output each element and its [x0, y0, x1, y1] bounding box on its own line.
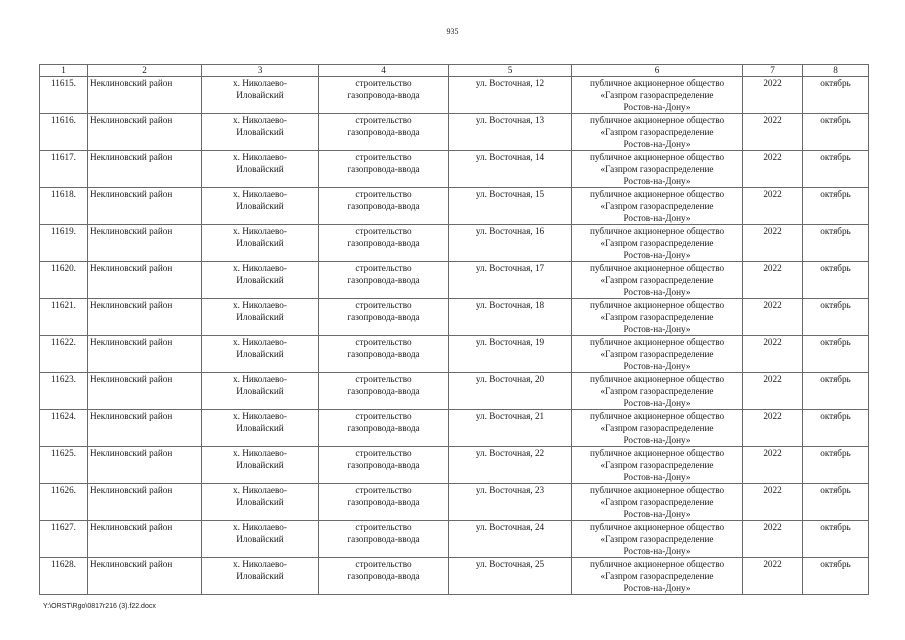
month-cell: октябрь [803, 225, 869, 262]
row-number-cell: 11615. [40, 77, 88, 114]
district-cell: Неклиновский район [88, 447, 202, 484]
month-cell: октябрь [803, 373, 869, 410]
table-row [40, 151, 869, 188]
settlement-cell: х. Николаево- Иловайский [202, 484, 319, 521]
organization-cell: публичное акционерное общество «Газпром газораспределение Ростов-на-Дону» [572, 447, 743, 484]
row-number-cell: 11626. [40, 484, 88, 521]
district-cell: Неклиновский район [88, 225, 202, 262]
settlement-cell: х. Николаево- Иловайский [202, 558, 319, 595]
district-cell: Неклиновский район [88, 299, 202, 336]
settlement-cell: х. Николаево- Иловайский [202, 299, 319, 336]
organization-cell: публичное акционерное общество «Газпром газораспределение Ростов-на-Дону» [572, 521, 743, 558]
district-cell: Неклиновский район [88, 188, 202, 225]
organization-cell: публичное акционерное общество «Газпром газораспределение Ростов-на-Дону» [572, 188, 743, 225]
work-type-cell: строительство газопровода-ввода [319, 225, 449, 262]
settlement-cell: х. Николаево- Иловайский [202, 188, 319, 225]
table-row [40, 447, 869, 484]
address-cell: ул. Восточная, 18 [449, 299, 572, 336]
work-type-cell: строительство газопровода-ввода [319, 77, 449, 114]
address-cell: ул. Восточная, 17 [449, 262, 572, 299]
address-cell: ул. Восточная, 19 [449, 336, 572, 373]
year-cell: 2022 [743, 262, 803, 299]
column-header: 5 [449, 65, 572, 77]
organization-cell: публичное акционерное общество «Газпром газораспределение Ростов-на-Дону» [572, 114, 743, 151]
month-cell: октябрь [803, 484, 869, 521]
year-cell: 2022 [743, 484, 803, 521]
month-cell: октябрь [803, 410, 869, 447]
month-cell: октябрь [803, 558, 869, 595]
work-type-cell: строительство газопровода-ввода [319, 484, 449, 521]
organization-cell: публичное акционерное общество «Газпром газораспределение Ростов-на-Дону» [572, 225, 743, 262]
table-row [40, 188, 869, 225]
header-row [40, 65, 869, 77]
work-type-cell: строительство газопровода-ввода [319, 373, 449, 410]
work-type-cell: строительство газопровода-ввода [319, 262, 449, 299]
column-header: 6 [572, 65, 743, 77]
row-number-cell: 11625. [40, 447, 88, 484]
year-cell: 2022 [743, 114, 803, 151]
address-cell: ул. Восточная, 14 [449, 151, 572, 188]
settlement-cell: х. Николаево- Иловайский [202, 225, 319, 262]
work-type-cell: строительство газопровода-ввода [319, 447, 449, 484]
column-header: 8 [803, 65, 869, 77]
address-cell: ул. Восточная, 20 [449, 373, 572, 410]
organization-cell: публичное акционерное общество «Газпром газораспределение Ростов-на-Дону» [572, 262, 743, 299]
month-cell: октябрь [803, 151, 869, 188]
row-number-cell: 11620. [40, 262, 88, 299]
year-cell: 2022 [743, 410, 803, 447]
settlement-cell: х. Николаево- Иловайский [202, 151, 319, 188]
table-row [40, 299, 869, 336]
table-row [40, 373, 869, 410]
address-cell: ул. Восточная, 16 [449, 225, 572, 262]
organization-cell: публичное акционерное общество «Газпром газораспределение Ростов-на-Дону» [572, 484, 743, 521]
table-row [40, 114, 869, 151]
district-cell: Неклиновский район [88, 262, 202, 299]
table-row [40, 225, 869, 262]
row-number-cell: 11617. [40, 151, 88, 188]
organization-cell: публичное акционерное общество «Газпром газораспределение Ростов-на-Дону» [572, 299, 743, 336]
organization-cell: публичное акционерное общество «Газпром газораспределение Ростов-на-Дону» [572, 410, 743, 447]
address-cell: ул. Восточная, 22 [449, 447, 572, 484]
year-cell: 2022 [743, 151, 803, 188]
month-cell: октябрь [803, 114, 869, 151]
district-cell: Неклиновский район [88, 336, 202, 373]
month-cell: октябрь [803, 336, 869, 373]
organization-cell: публичное акционерное общество «Газпром газораспределение Ростов-на-Дону» [572, 373, 743, 410]
settlement-cell: х. Николаево- Иловайский [202, 410, 319, 447]
work-type-cell: строительство газопровода-ввода [319, 114, 449, 151]
column-header: 3 [202, 65, 319, 77]
settlement-cell: х. Николаево- Иловайский [202, 262, 319, 299]
work-type-cell: строительство газопровода-ввода [319, 151, 449, 188]
district-cell: Неклиновский район [88, 410, 202, 447]
organization-cell: публичное акционерное общество «Газпром газораспределение Ростов-на-Дону» [572, 336, 743, 373]
work-type-cell: строительство газопровода-ввода [319, 558, 449, 595]
row-number-cell: 11628. [40, 558, 88, 595]
work-type-cell: строительство газопровода-ввода [319, 188, 449, 225]
column-header: 2 [88, 65, 202, 77]
year-cell: 2022 [743, 521, 803, 558]
row-number-cell: 11623. [40, 373, 88, 410]
settlement-cell: х. Николаево- Иловайский [202, 373, 319, 410]
work-type-cell: строительство газопровода-ввода [319, 336, 449, 373]
address-cell: ул. Восточная, 21 [449, 410, 572, 447]
column-header: 4 [319, 65, 449, 77]
settlement-cell: х. Николаево- Иловайский [202, 521, 319, 558]
month-cell: октябрь [803, 447, 869, 484]
row-number-cell: 11619. [40, 225, 88, 262]
month-cell: октябрь [803, 521, 869, 558]
column-header: 7 [743, 65, 803, 77]
file-path-footer: Y:\ORST\Rgo\0817r216 (3).f22.docx [43, 603, 156, 610]
row-number-cell: 11624. [40, 410, 88, 447]
month-cell: октябрь [803, 188, 869, 225]
district-cell: Неклиновский район [88, 484, 202, 521]
address-cell: ул. Восточная, 13 [449, 114, 572, 151]
table-row [40, 484, 869, 521]
organization-cell: публичное акционерное общество «Газпром газораспределение Ростов-на-Дону» [572, 558, 743, 595]
year-cell: 2022 [743, 336, 803, 373]
year-cell: 2022 [743, 373, 803, 410]
month-cell: октябрь [803, 299, 869, 336]
year-cell: 2022 [743, 299, 803, 336]
registry-table [39, 64, 869, 595]
year-cell: 2022 [743, 188, 803, 225]
row-number-cell: 11627. [40, 521, 88, 558]
address-cell: ул. Восточная, 15 [449, 188, 572, 225]
work-type-cell: строительство газопровода-ввода [319, 299, 449, 336]
organization-cell: публичное акционерное общество «Газпром газораспределение Ростов-на-Дону» [572, 77, 743, 114]
table-row [40, 558, 869, 595]
work-type-cell: строительство газопровода-ввода [319, 521, 449, 558]
table-row [40, 336, 869, 373]
table-row [40, 410, 869, 447]
district-cell: Неклиновский район [88, 151, 202, 188]
settlement-cell: х. Николаево- Иловайский [202, 77, 319, 114]
address-cell: ул. Восточная, 24 [449, 521, 572, 558]
district-cell: Неклиновский район [88, 373, 202, 410]
district-cell: Неклиновский район [88, 521, 202, 558]
page-number: 935 [446, 27, 459, 36]
work-type-cell: строительство газопровода-ввода [319, 410, 449, 447]
address-cell: ул. Восточная, 12 [449, 77, 572, 114]
district-cell: Неклиновский район [88, 77, 202, 114]
address-cell: ул. Восточная, 25 [449, 558, 572, 595]
settlement-cell: х. Николаево- Иловайский [202, 447, 319, 484]
table-row [40, 262, 869, 299]
row-number-cell: 11622. [40, 336, 88, 373]
settlement-cell: х. Николаево- Иловайский [202, 336, 319, 373]
table-row [40, 521, 869, 558]
year-cell: 2022 [743, 77, 803, 114]
table-row [40, 77, 869, 114]
year-cell: 2022 [743, 225, 803, 262]
year-cell: 2022 [743, 447, 803, 484]
month-cell: октябрь [803, 262, 869, 299]
district-cell: Неклиновский район [88, 114, 202, 151]
organization-cell: публичное акционерное общество «Газпром газораспределение Ростов-на-Дону» [572, 151, 743, 188]
row-number-cell: 11616. [40, 114, 88, 151]
address-cell: ул. Восточная, 23 [449, 484, 572, 521]
settlement-cell: х. Николаево- Иловайский [202, 114, 319, 151]
district-cell: Неклиновский район [88, 558, 202, 595]
month-cell: октябрь [803, 77, 869, 114]
row-number-cell: 11621. [40, 299, 88, 336]
year-cell: 2022 [743, 558, 803, 595]
row-number-cell: 11618. [40, 188, 88, 225]
column-header: 1 [40, 65, 88, 77]
table-body [40, 77, 869, 595]
